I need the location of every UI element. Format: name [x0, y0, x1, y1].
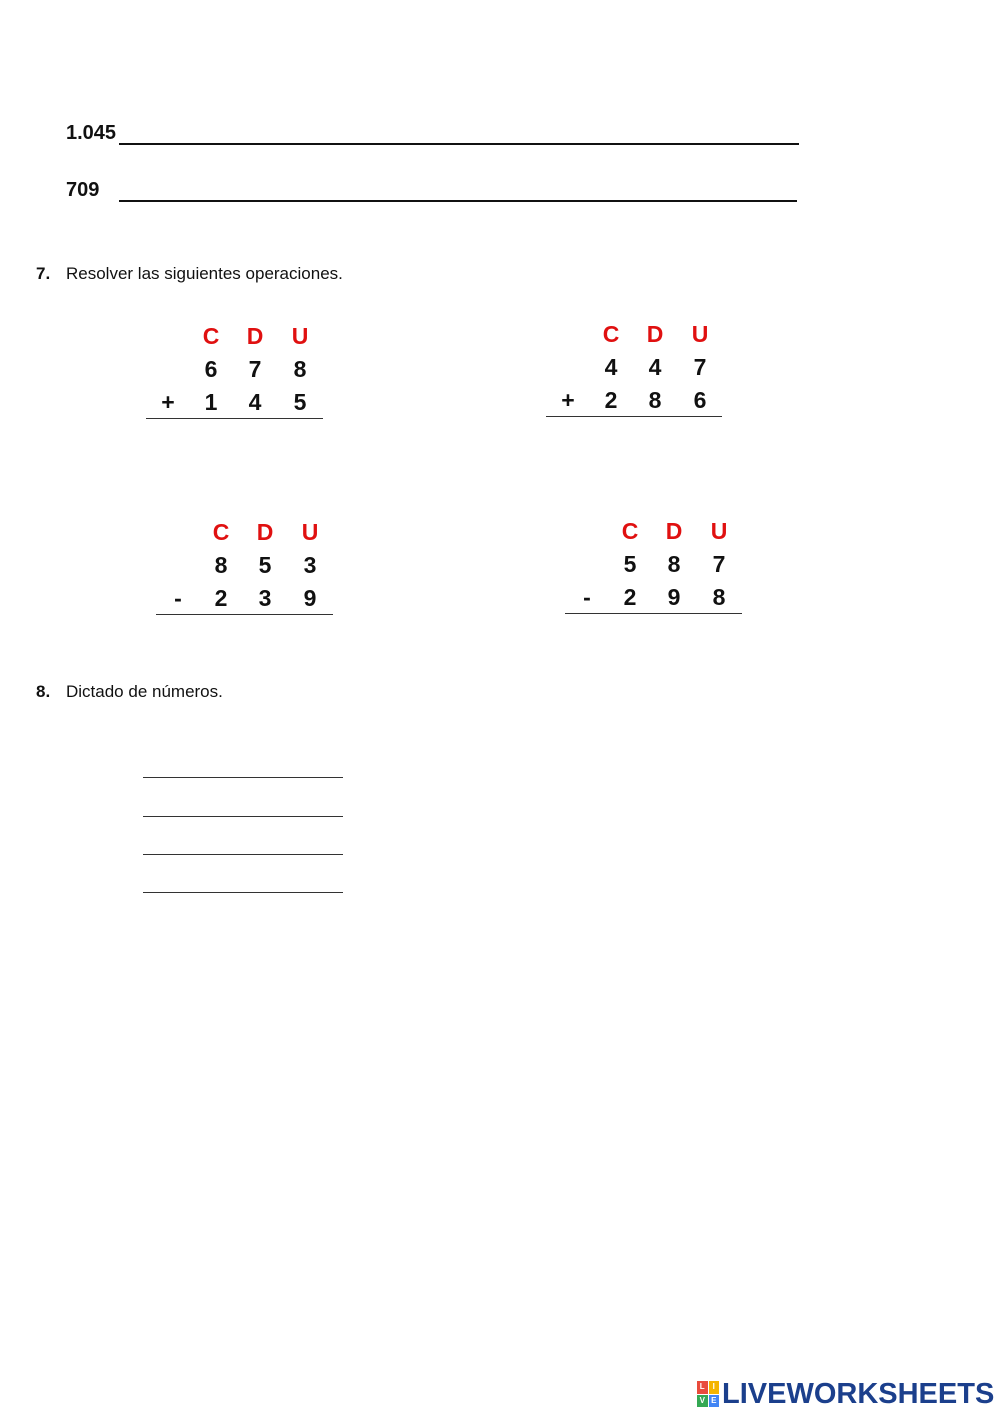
bottom-digit: 9 — [303, 585, 317, 611]
logo-mark-letter: V — [697, 1395, 708, 1408]
top-digit: 3 — [303, 552, 317, 578]
column-header: U — [710, 518, 728, 544]
operation-sign: - — [174, 585, 182, 611]
column-header: D — [646, 321, 664, 347]
liveworksheets-logo — [697, 1377, 994, 1411]
operation-2[interactable] — [546, 321, 746, 431]
column-header: U — [291, 323, 309, 349]
bottom-digit: 8 — [648, 387, 662, 413]
top-digit: 7 — [248, 356, 262, 382]
operation-sign: + — [561, 387, 575, 413]
operation-rule — [156, 614, 333, 615]
operation-sign: + — [161, 389, 175, 415]
column-header: C — [212, 519, 230, 545]
bottom-digit: 9 — [667, 584, 681, 610]
operation-sign: - — [583, 584, 591, 610]
column-header: D — [665, 518, 683, 544]
liveworksheets-logo-text: LIVEWORKSHEETS — [722, 1377, 995, 1410]
top-digit: 7 — [693, 354, 707, 380]
top-digit: 8 — [214, 552, 228, 578]
operation-1[interactable] — [146, 323, 346, 433]
bottom-digit: 4 — [248, 389, 262, 415]
operation-rule — [565, 613, 742, 614]
column-header: U — [691, 321, 709, 347]
writing-line-709[interactable] — [119, 200, 797, 202]
bottom-digit: 8 — [712, 584, 726, 610]
top-digit: 8 — [667, 551, 681, 577]
logo-mark-letter: L — [697, 1381, 708, 1394]
operation-rule — [546, 416, 722, 417]
operation-rule — [146, 418, 323, 419]
logo-mark-letter: E — [709, 1395, 720, 1408]
top-digit: 8 — [293, 356, 307, 382]
column-header: D — [246, 323, 264, 349]
question-8-number: 8. — [36, 682, 51, 701]
number-label-709: 709 — [66, 179, 100, 201]
top-digit: 4 — [604, 354, 618, 380]
column-header: D — [256, 519, 274, 545]
dictation-line[interactable] — [143, 854, 343, 855]
bottom-digit: 5 — [293, 389, 307, 415]
top-digit: 5 — [258, 552, 272, 578]
operation-3[interactable] — [156, 519, 356, 629]
top-digit: 4 — [648, 354, 662, 380]
column-header: C — [202, 323, 220, 349]
question-8-text: Dictado de números. — [66, 682, 223, 701]
operation-4[interactable] — [565, 518, 765, 628]
dictation-line[interactable] — [143, 892, 343, 893]
number-label-1045: 1.045 — [66, 122, 117, 144]
question-7-text: Resolver las siguientes operaciones. — [66, 264, 343, 283]
dictation-line[interactable] — [143, 816, 343, 817]
liveworksheets-logo-icon — [697, 1381, 719, 1407]
top-digit: 5 — [623, 551, 637, 577]
dictation-line[interactable] — [143, 777, 343, 778]
bottom-digit: 3 — [258, 585, 272, 611]
logo-mark-letter: I — [709, 1381, 720, 1394]
top-digit: 7 — [712, 551, 726, 577]
bottom-digit: 6 — [693, 387, 707, 413]
column-header: C — [621, 518, 639, 544]
bottom-digit: 1 — [204, 389, 218, 415]
bottom-digit: 2 — [623, 584, 637, 610]
bottom-digit: 2 — [604, 387, 618, 413]
column-header: U — [301, 519, 319, 545]
question-7-number: 7. — [36, 264, 51, 283]
column-header: C — [602, 321, 620, 347]
writing-line-1045[interactable] — [119, 143, 799, 145]
bottom-digit: 2 — [214, 585, 228, 611]
top-digit: 6 — [204, 356, 218, 382]
